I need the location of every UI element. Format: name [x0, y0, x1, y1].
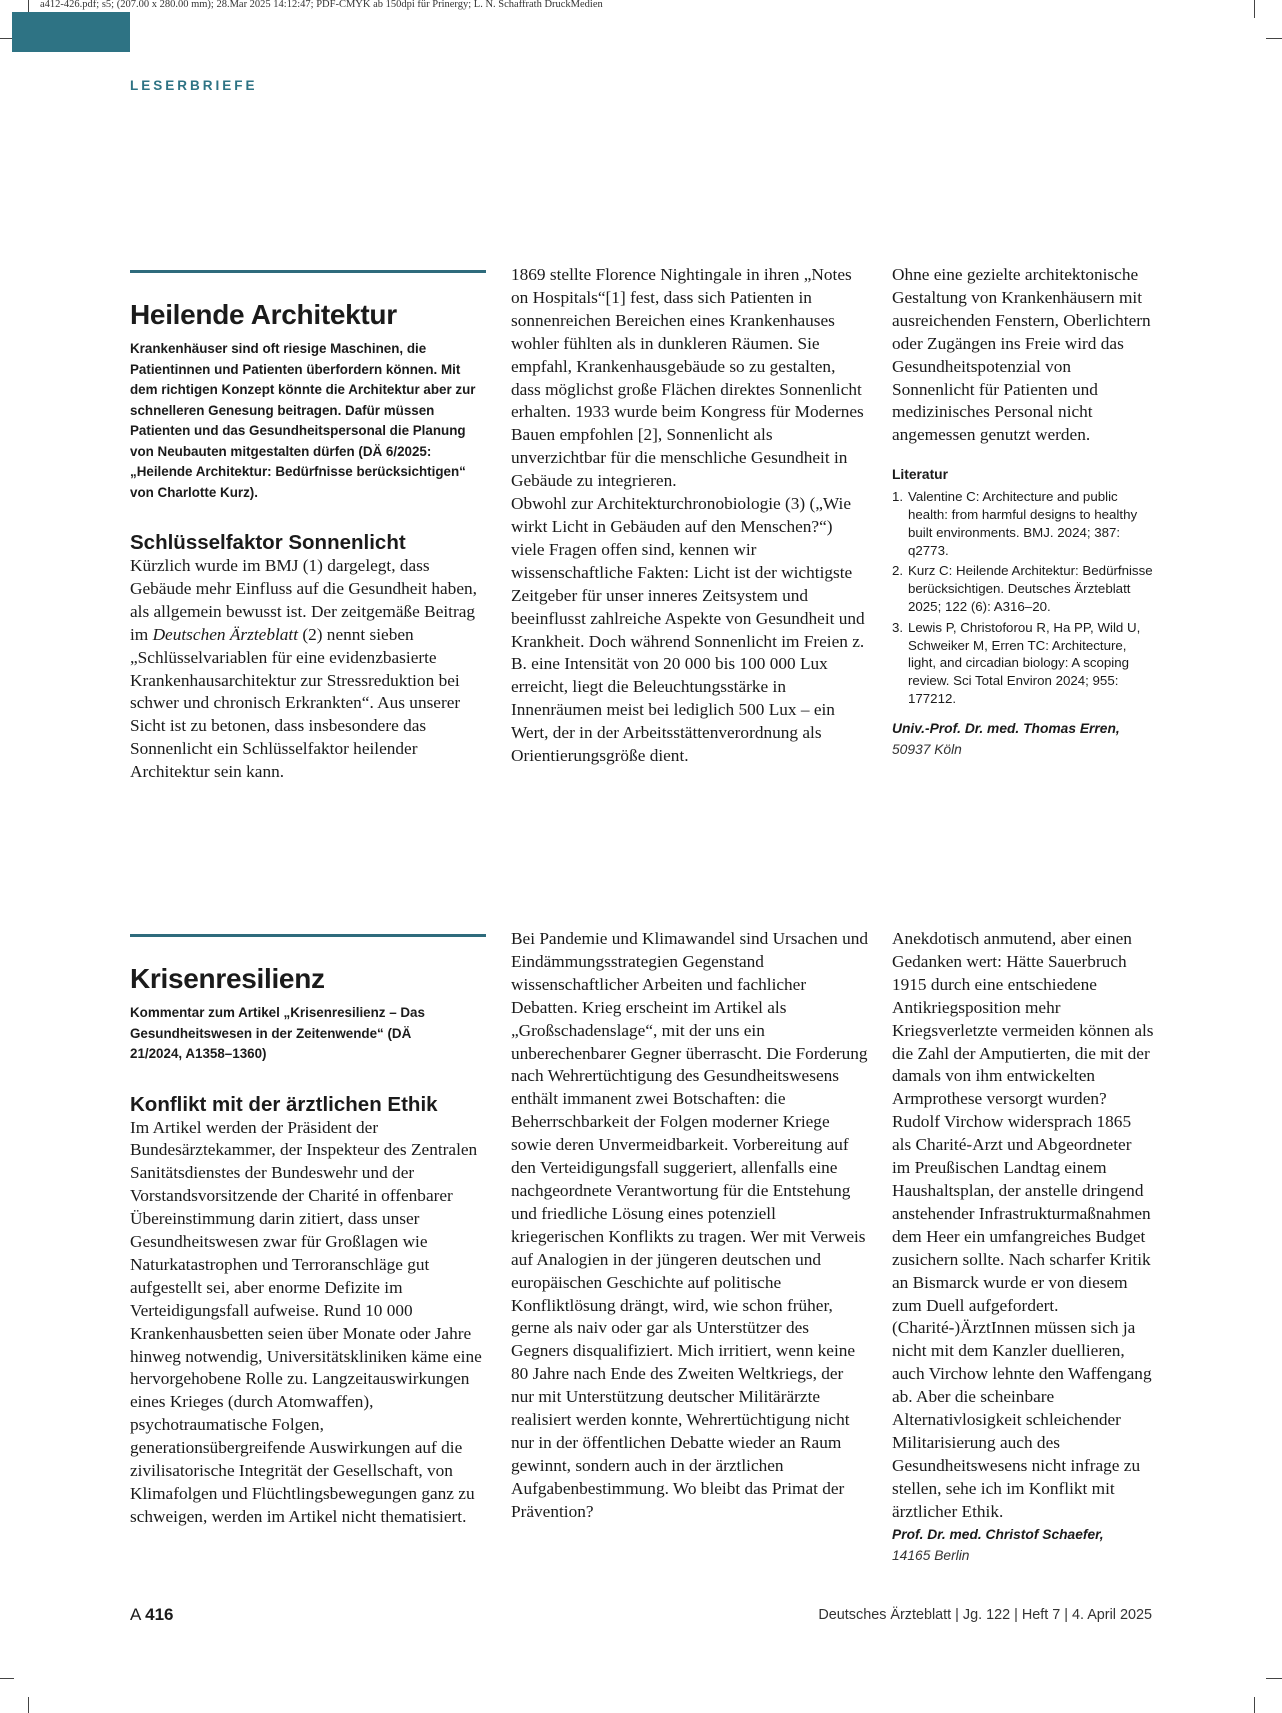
article1-column-2: [511, 264, 869, 768]
print-slug: a412-426.pdf; s5; (207.00 x 280.00 mm); 28.Mar 2025 14:12:47; PDF-CMYK ab 150dpi für Prinergy; L. N. Schaffrath DruckMedien: [40, 0, 603, 10]
article1-author-city: 50937 Köln: [892, 741, 962, 757]
section-label: LESERBRIEFE: [130, 78, 258, 93]
article2-author-city: 14165 Berlin: [892, 1547, 970, 1563]
article1-column-3: [892, 264, 1154, 760]
crop-mark: [0, 1678, 14, 1679]
crop-mark: [1266, 38, 1282, 39]
section-color-block: [12, 12, 130, 52]
crop-mark: [1254, 0, 1255, 18]
article-rule: [130, 270, 486, 273]
literature-list: [892, 488, 1154, 708]
crop-mark: [1266, 1678, 1282, 1679]
publication-info: Deutsches Ärzteblatt | Jg. 122 | Heft 7 | 4. April 2025: [818, 1607, 1152, 1623]
article2-column-2: [511, 928, 869, 1524]
article1-lede: Krankenhäuser sind oft riesige Maschinen, die Patientinnen und Patienten überfordern können. Mit dem richtigen Konzept könnte die Architektur aber zur schnelleren Genesung beitragen. Dafür müssen Patienten und das Gesundheitspersonal die Planung von Neubauten mitgestalten dürfen (DÄ 6/2025: „Heilende Architektur: Bedürfnisse berücksichtigen“ von Charlotte Kurz).: [130, 341, 476, 500]
article2-paragraph: Bei Pandemie und Klimawandel sind Ursachen und Eindämmungsstrategien Gegenstand wissenschaftlicher Arbeiten und fachlicher Debatten. Krieg erscheint im Artikel als „Großschadenslage“, mit der uns ein unberechenbarer Gegner überrascht. Die Forderung nach Wehrertüchtigung des Gesundheitswesens enthält immanent zwei Botschaften: die Beherrschbarkeit der Folgen moderner Kriege sowie deren Unvermeidbarkeit. Vorbereitung auf den Verteidigungsfall suggeriert, allenfalls eine nachgeordnete Verantwortung für die Entstehung und friedliche Lösung eines potenziell kriegerischen Konflikts zu tragen. Wer mit Verweis auf Analogien in der jüngeren deutschen und europäischen Geschichte auf politische Konfliktlösung drängt, wird, wie schon früher, gerne als naiv oder gar als Unterstützer des Gegners disqualifiziert. Mich irritiert, wenn keine 80 Jahre nach Ende des Zweiten Weltkriegs, der nur mit Unterstützung deutscher Militärärzte realisiert werden konnte, Wehrertüchtigung nicht nur in der öffentlichen Debatte wieder an Raum gewinnt, sondern auch in der ärztlichen Aufgabenbestimmung. Wo bleibt das Primat der Prävention?: [511, 929, 869, 1521]
article2-paragraph: Rudolf Virchow widersprach 1865 als Charité-Arzt und Abgeordneter im Preußischen Landtag einem Haushaltsplan, der anstelle dringend anstehender Infrastrukturmaßnahmen dem Heer ein umfangreiches Budget zusichern sollte. Nach scharfer Kritik an Bismarck wurde er von diesem zum Duell aufgefordert. (Charité-)ÄrztInnen müssen sich ja nicht mit dem Kanzler duellieren, auch Virchow lehnte den Waffengang ab. Aber die scheinbare Alternativlosigkeit schleichender Militarisierung auch des Gesundheitswesens nicht infrage zu stellen, sehe ich im Konflikt mit ärztlicher Ethik.: [892, 1112, 1152, 1521]
article1-paragraph: Ohne eine gezielte architektonische Gestaltung von Krankenhäusern mit ausreichenden Fenstern, Oberlichtern oder Zugängen ins Freie wird das Gesundheitspotenzial von Sonnenlicht für Patienten und medizinisches Personal nicht angemessen genutzt werden.: [892, 265, 1151, 445]
article1-paragraph: Kürzlich wurde im BMJ (1) dargelegt, dass Gebäude mehr Einfluss auf die Gesundheit haben, als allgemein bewusst ist. Der zeitgemäße Beitrag im Deutschen Ärzteblatt (2) nennt sieben „Schlüsselvariablen für eine evidenzbasierte Krankenhausarchitektur zur Stressreduktion bei schwer und chronisch Erkrankten“. Aus unserer Sicht ist zu betonen, dass insbesondere das Sonnenlicht ein Schlüsselfaktor heilender Architektur sein kann.: [130, 556, 477, 782]
article2-column-3: [892, 928, 1154, 1566]
article1-subhead: Schlüsselfaktor Sonnenlicht: [130, 531, 406, 554]
page-number: A 416: [130, 1605, 174, 1624]
article2-paragraph: Im Artikel werden der Präsident der Bundesärztekammer, der Inspekteur des Zentralen Sanitätsdienstes der Bundeswehr und der Vorstandsvorsitzende der Charité in offenbarer Übereinstimmung darin zitiert, dass unser Gesundheitswesen zwar für Großlagen wie Naturkatastrophen und Terroranschläge gut aufgestellt sei, aber enorme Defizite im Verteidigungsfall aufweise. Rund 10 000 Krankenhausbetten seien über Monate oder Jahre hinweg notwendig, Universitätskliniken käme eine hervorgehobene Rolle zu. Langzeitauswirkungen eines Krieges (durch Atomwaffen), psychotraumatische Folgen, generationsübergreifende Auswirkungen auf die zivilisatorische Integrität der Gesellschaft, von Klimafolgen und Flüchtlingsbewegungen ganz zu schweigen, werden im Artikel nicht thematisiert.: [130, 1117, 482, 1526]
literature-item: 1. Valentine C: Architecture and public health: from harmful designs to healthy built environments. BMJ. 2024; 387: q2773.: [892, 489, 1138, 558]
article2-column-1: [130, 934, 486, 1529]
article-rule: [130, 934, 486, 937]
article2-subhead: Konflikt mit der ärztlichen Ethik: [130, 1092, 438, 1116]
article2-author: Prof. Dr. med. Christof Schaefer,: [892, 1526, 1104, 1542]
literature-item: 3. Lewis P, Christoforou R, Ha PP, Wild U, Schweiker M, Erren TC: Architecture, light, and circadian biology: A scoping review. Sci Total Environ 2024; 955: 177212.: [892, 619, 1141, 707]
article1-paragraph: 1869 stellte Florence Nightingale in ihren „Notes on Hospitals“[1] fest, dass sich Patienten in sonnenreichen Bereichen eines Krankenhauses wohler fühlten als in dunkleren Räumen. Sie empfahl, Krankenhausgebäude so zu gestalten, dass möglichst große Flächen direktes Sonnenlicht erhalten. 1933 wurde beim Kongress für Modernes Bauen empfohlen [2], Sonnenlicht als unverzichtbar für die menschliche Gesundheit in Gebäude zu integrieren.: [511, 265, 864, 491]
article1-column-1: [130, 270, 486, 784]
literature-heading: Literatur: [892, 467, 948, 483]
article1-paragraph: Obwohl zur Architekturchronobiologie (3) („Wie wirkt Licht in Gebäuden auf den Menschen?“) viele Fragen offen sind, kennen wir wissenschaftliche Fakten: Licht ist der wichtigste Zeitgeber für unser inneres Zeitsystem und beeinflusst zahlreiche Aspekte von Gesundheit und Krankheit. Doch während Sonnenlicht im Freien z. B. eine Intensität von 20 000 bis 100 000 Lux erreicht, liegt die Beleuchtungsstärke in Innenräumen meist bei lediglich 500 Lux – ein Wert, der in der Arbeitsstättenverordnung als Orientierungsgröße dient.: [511, 494, 865, 766]
article2-title: Krisenresilienz: [130, 963, 325, 994]
article1-title: Heilende Architektur: [130, 299, 397, 330]
article2-paragraph: Anekdotisch anmutend, aber einen Gedanken wert: Hätte Sauerbruch 1915 durch eine entschiedene Antikriegsposition mehr Kriegsverletzte vermeiden können als die Zahl der Amputierten, die mit der damals von ihm entwickelten Armprothese versorgt wurden?: [892, 929, 1154, 1109]
article1-author: Univ.-Prof. Dr. med. Thomas Erren,: [892, 720, 1120, 736]
literature-item: 2. Kurz C: Heilende Architektur: Bedürfnisse berücksichtigen. Deutsches Ärzteblatt 2025; 122 (6): A316–20.: [892, 563, 1153, 615]
publication-name: Deutschen Ärzteblatt: [152, 624, 299, 644]
crop-mark: [28, 1697, 29, 1713]
article2-lede: Kommentar zum Artikel „Krisenresilienz – Das Gesundheitswesen in der Zeitenwende“ (DÄ 21/2024, A1358–1360): [130, 1005, 425, 1061]
crop-mark: [1254, 1697, 1255, 1713]
